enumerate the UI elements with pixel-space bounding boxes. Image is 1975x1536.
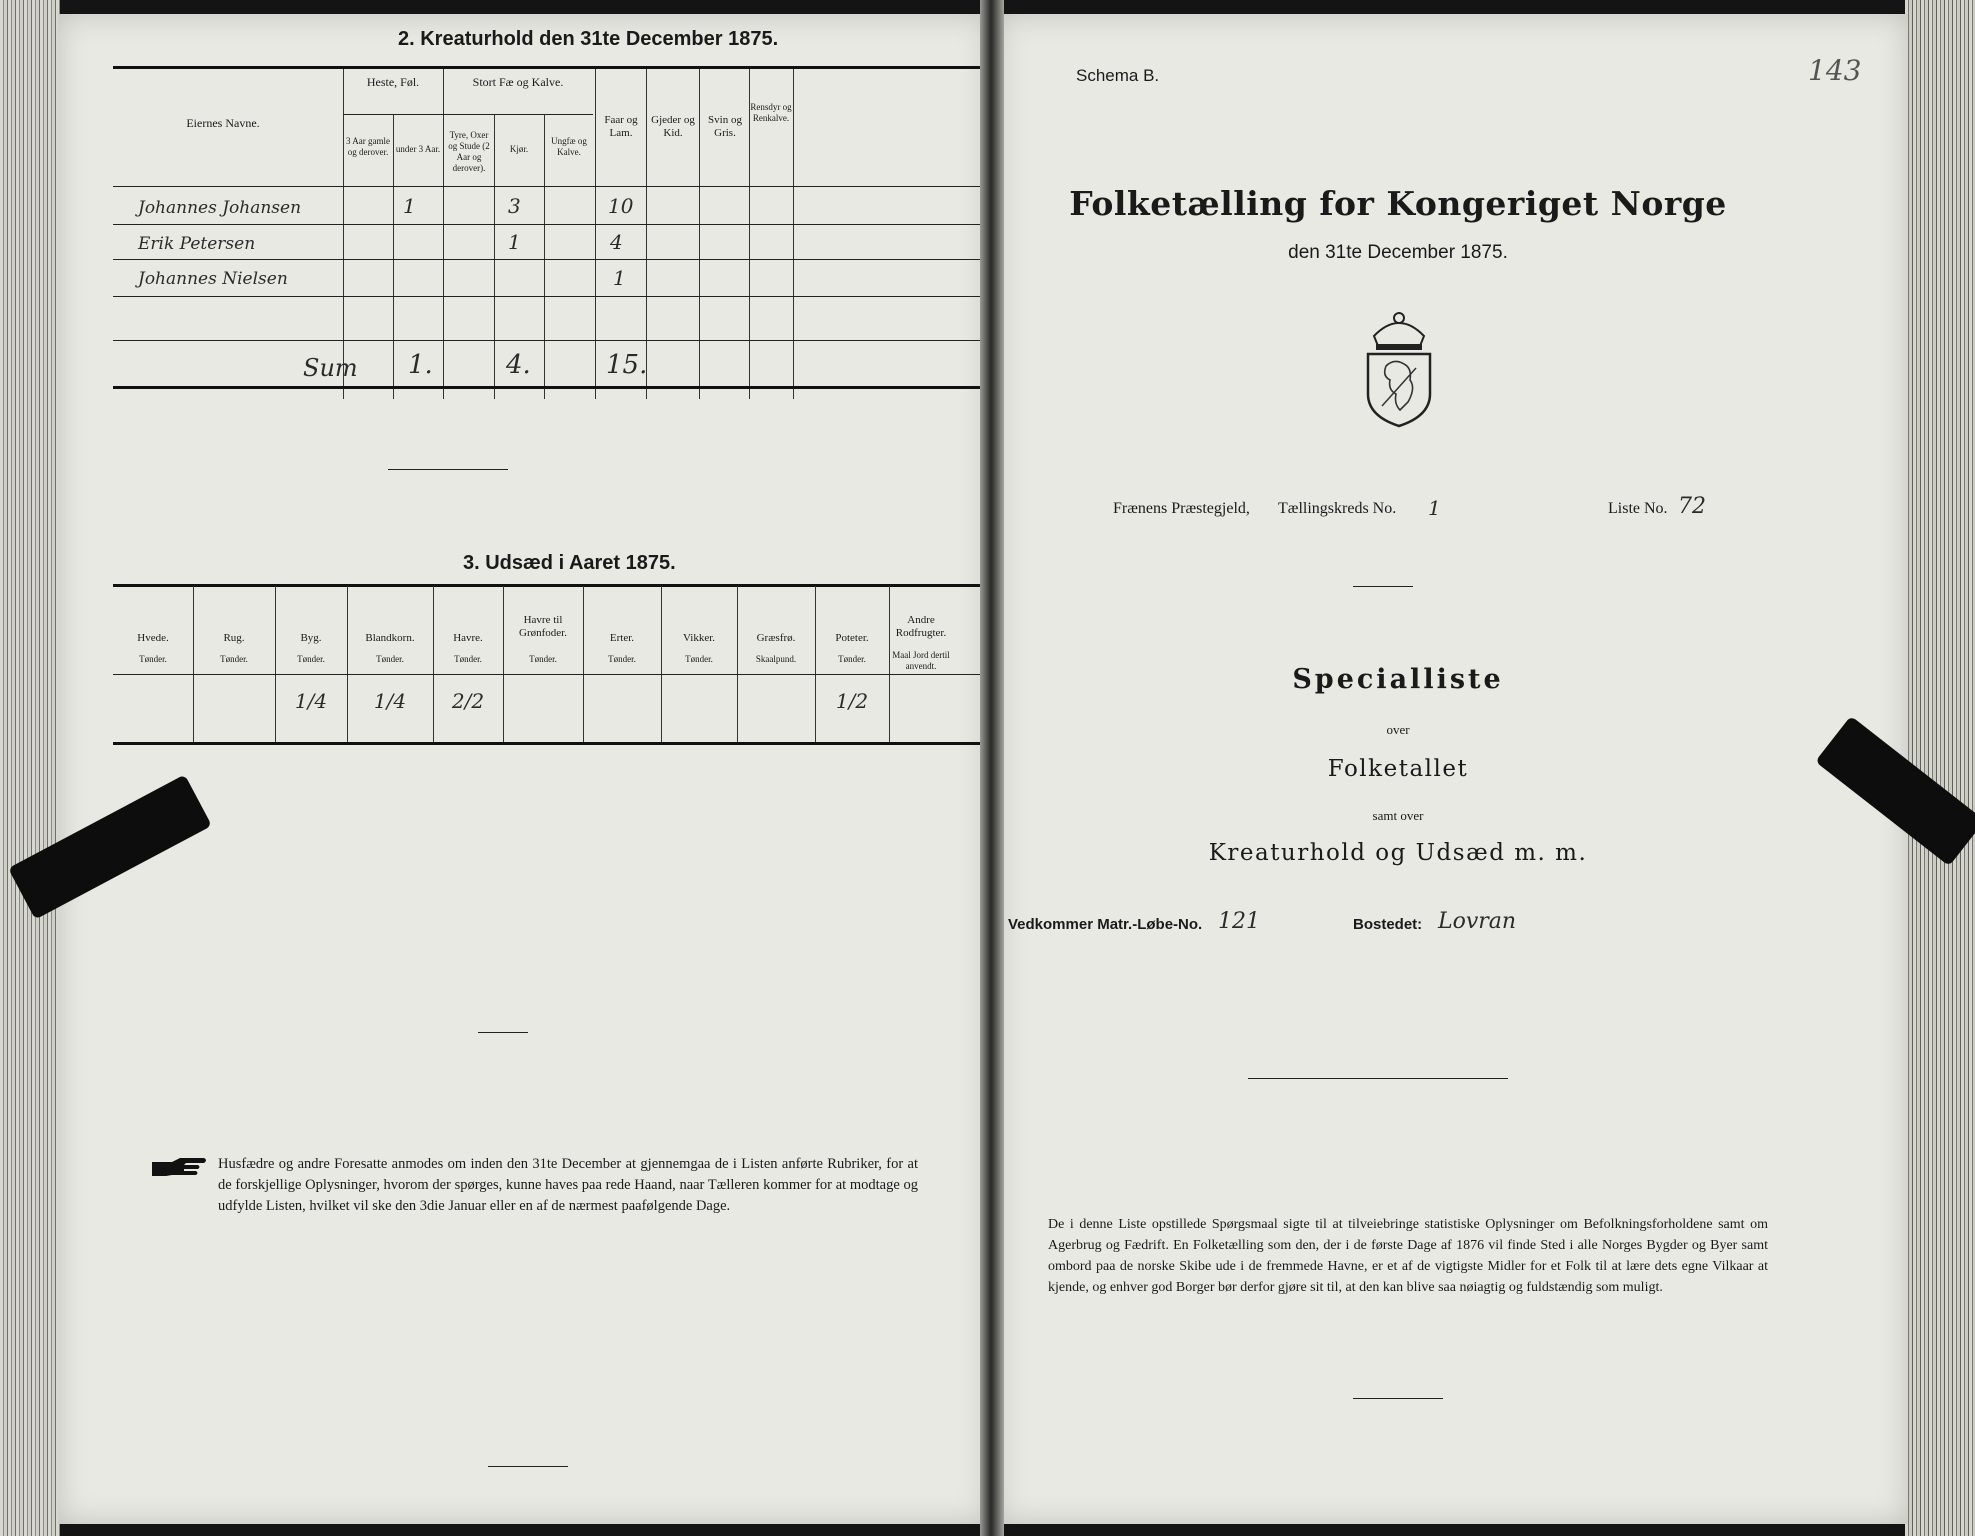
sowing-header-name: Byg. (300, 632, 322, 644)
cows-2: 1 (508, 230, 521, 254)
owners-header: Eiernes Navne. (186, 116, 260, 130)
horses-young-1: 1 (403, 194, 416, 218)
page-number: 143 (1808, 54, 1862, 87)
samt-over-text: samt over (1372, 808, 1424, 823)
sum-sheep: 15. (606, 350, 648, 380)
sowing-value: 2/2 (451, 689, 485, 713)
list-value: 72 (1678, 494, 1706, 519)
col-rule (494, 114, 495, 399)
parish-label: Frænens Præstegjeld, (1113, 500, 1250, 517)
row-rule (113, 224, 983, 225)
owner-name-3: Johannes Nielsen (138, 269, 288, 289)
horses-young-header: under 3 Aar. (395, 144, 441, 154)
sheep-header: Faar og Lam. (604, 114, 638, 139)
dash-line (478, 1032, 528, 1033)
bottom-rule (1353, 1398, 1443, 1399)
sowing-value: 1/4 (373, 689, 407, 713)
bosted-value: Lovran (1438, 909, 1517, 934)
kreaturhold-text: Kreaturhold og Udsæd m. m. (1208, 840, 1588, 866)
pigs-header: Svin og Gris. (708, 114, 742, 139)
book-gutter (980, 0, 1004, 1536)
coat-of-arms-icon (1360, 306, 1438, 428)
sowing-header-name: Havre. (453, 632, 483, 644)
sheep-3: 1 (613, 266, 626, 290)
notice-text: Husfædre og andre Foresatte anmodes om inden den 31te December at gjennemgaa de i Listen anførte Rubriker, for at de forskjellige Oplysninger, hvorom der spørges, kunne haves paa rede Haand, naar Tælleren kommer for at modtage og udfylde Listen, hvilket vil ske den 3die Januar eller en af de nærmest paafølgende Dage. (218, 1156, 918, 1214)
sowing-header-name: Erter. (609, 632, 635, 644)
main-title: Folketælling for Kongeriget Norge (1069, 184, 1727, 223)
table-top-rule (113, 66, 983, 69)
sowing-header-name: Poteter. (835, 632, 869, 644)
matr-label: Vedkommer Matr.-Løbe-No. (1008, 916, 1203, 933)
over-text: over (1386, 722, 1410, 737)
col-rule (595, 69, 596, 399)
subheader-rule (343, 114, 593, 115)
sowing-header-name: Havre til Grønfoder. (519, 614, 567, 639)
bottom-dash (488, 1466, 568, 1467)
col-rule (343, 69, 344, 399)
sowing-header-unit: Skaalpund. (755, 654, 797, 664)
sowing-header-unit: Tønder. (685, 654, 713, 664)
row-rule (113, 340, 983, 341)
intro-paragraph: De i denne Liste opstillede Spørgsmaal sigte til at tilveiebringe statistiske Oplysninger om Befolkningsforholdene samt om Agerbrug og Fædrift. En Folketælling som den, der i de første Dage af 1876 vil finde Sted i alle Norges Bygder og Byer samt ombord paa de norske Skibe ude i de fremmede Havne, er et af de vigtigste Midler for et Folk til at lære dets egne Vilkaar at kjende, og enhver god Borger bør derfor gjøre sit til, at den kan blive saa nøiagtig og fuldstændig som muligt. (1048, 1217, 1768, 1295)
schema-label: Schema B. (1076, 66, 1160, 85)
reindeer-header: Rensdyr og Renkalve. (750, 102, 792, 123)
sowing-header-name: Hvede. (137, 632, 169, 644)
cattle-young-header: Ungfæ og Kalve. (551, 136, 587, 157)
sowing-header-name: Andre Rodfrugter. (895, 614, 947, 639)
col-rule (443, 69, 444, 399)
col-rule (699, 69, 700, 399)
sowing-header-name: Vikker. (682, 632, 716, 644)
table-bottom-rule (113, 386, 983, 389)
district-value: 1 (1428, 496, 1441, 520)
left-page-edges (0, 0, 60, 1536)
sum-label: Sum (303, 354, 358, 382)
goats-header: Gjeder og Kid. (651, 114, 695, 139)
cattle-bulls-header: Tyre, Oxer og Stude (2 Aar og derover). (448, 130, 490, 173)
sowing-header-unit: Tønder. (608, 654, 636, 664)
sum-horses-young: 1. (408, 350, 433, 380)
section2-title: 2. Kreaturhold den 31te December 1875. (398, 28, 779, 50)
sowing-header-unit: Tønder. (220, 654, 248, 664)
col-rule (544, 114, 545, 399)
bosted-label: Bostedet: (1353, 916, 1423, 933)
census-date: den 31te December 1875. (1288, 242, 1508, 263)
sowing-header-unit: Maal Jord dertil anvendt. (892, 650, 950, 671)
horses-header: Heste, Føl. (366, 75, 420, 89)
divider-line (1248, 1078, 1508, 1079)
pointing-hand-icon (150, 1156, 208, 1176)
cows-1: 3 (508, 194, 521, 218)
owner-name-1: Johannes Johansen (138, 198, 302, 218)
header-bottom-rule (113, 186, 983, 187)
sowing-bottom-rule (113, 742, 983, 745)
matr-value: 121 (1218, 909, 1260, 934)
row-rule (113, 259, 983, 260)
separator-line (1353, 586, 1413, 587)
cattle-cows-header: Kjør. (509, 144, 529, 154)
section3-title: 3. Udsæd i Aaret 1875. (463, 552, 676, 574)
cattle-header: Stort Fæ og Kalve. (472, 75, 564, 89)
sowing-value: 1/4 (294, 689, 328, 713)
sowing-header-unit: Tønder. (297, 654, 325, 664)
left-page (58, 14, 988, 1524)
row-rule (113, 296, 983, 297)
sheep-1: 10 (608, 194, 634, 218)
sowing-top-rule (113, 584, 983, 587)
sowing-header-name: Græsfrø. (756, 632, 796, 644)
sowing-header-rule (113, 674, 983, 675)
horses-old-header: 3 Aar gamle og derover. (346, 136, 390, 157)
list-label: Liste No. (1608, 500, 1668, 517)
separator-line (388, 469, 508, 470)
sowing-header-unit: Tønder. (838, 654, 866, 664)
col-rule (749, 69, 750, 399)
sowing-header-name: Blandkorn. (365, 632, 415, 644)
right-page (998, 14, 1908, 1524)
sowing-header-name: Rug. (223, 632, 245, 644)
sowing-value: 1/2 (835, 689, 869, 713)
district-label: Tællingskreds No. (1278, 500, 1397, 517)
col-rule (793, 69, 794, 399)
col-rule (393, 114, 394, 399)
folketallet-text: Folketallet (1327, 756, 1469, 782)
sowing-header-unit: Tønder. (376, 654, 404, 664)
sowing-header-unit: Tønder. (454, 654, 482, 664)
specialliste-heading: Specialliste (1292, 664, 1504, 695)
sum-cows: 4. (506, 350, 531, 380)
owner-name-2: Erik Petersen (138, 234, 256, 254)
sheep-2: 4 (610, 230, 623, 254)
sowing-header-unit: Tønder. (139, 654, 167, 664)
sowing-header-unit: Tønder. (529, 654, 557, 664)
